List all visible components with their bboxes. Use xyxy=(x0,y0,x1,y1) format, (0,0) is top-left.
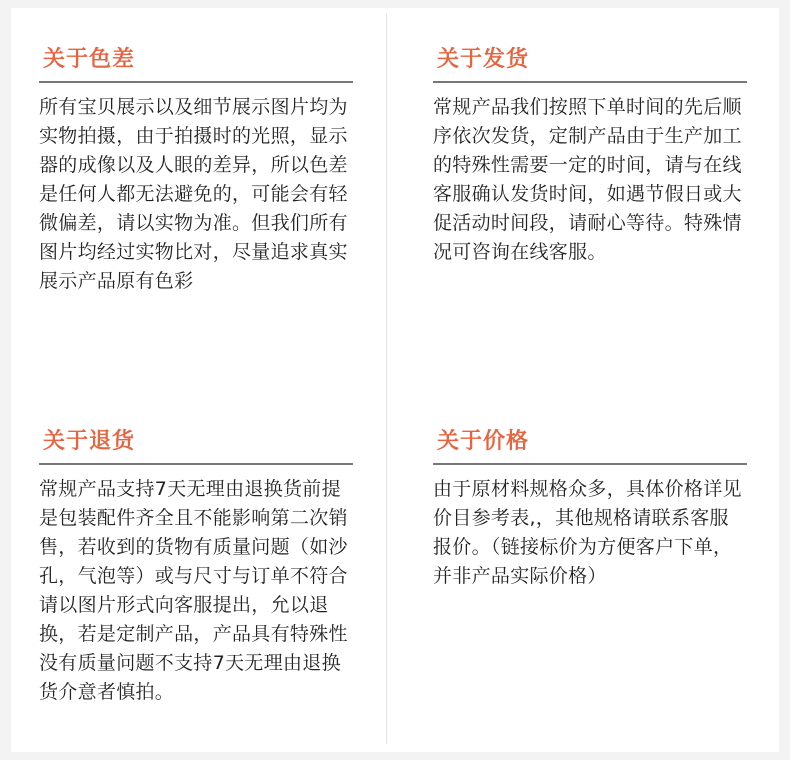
section-body: 所有宝贝展示以及细节展示图片均为实物拍摄，由于拍摄时的光照，显示器的成像以及人眼的差异，所以色差是任何人都无法避免的，可能会有轻微偏差，请以实物为准。但我们所有图片均经过实物比对，尽量追求真实展示产品原有色彩 xyxy=(39,96,348,292)
title-underline xyxy=(433,463,747,465)
section-title: 关于发货 xyxy=(437,47,530,72)
section-title: 关于退货 xyxy=(43,429,136,454)
title-underline xyxy=(39,463,353,465)
title-underline xyxy=(39,81,353,83)
section-pricing xyxy=(433,424,747,591)
section-body: 常规产品支持7天无理由退换货前提是包装配件齐全且不能影响第二次销售，若收到的货物有质量问题（如沙孔，气泡等）或与尺寸与订单不符合请以图片形式向客服提出，允以退换，若是定制产品，产品具有特殊性没有质量问题不支持7天无理由退换货介意者慎拍。 xyxy=(39,478,348,703)
section-color-difference xyxy=(39,42,353,296)
section-title: 关于色差 xyxy=(43,47,136,72)
section-title: 关于价格 xyxy=(437,429,530,454)
section-shipping xyxy=(433,42,747,267)
section-body: 常规产品我们按照下单时间的先后顺序依次发货，定制产品由于生产加工的特殊性需要一定的时间，请与在线客服确认发货时间，如遇节假日或大促活动时间段，请耐心等待。特殊情况可咨询在线客服。 xyxy=(433,96,742,263)
column-divider xyxy=(386,14,387,744)
section-body: 由于原材料规格众多，具体价格详见价目参考表,，其他规格请联系客服报价。（链接标价为方便客户下单，并非产品实际价格） xyxy=(433,478,742,587)
section-returns xyxy=(39,424,353,707)
title-underline xyxy=(433,81,747,83)
